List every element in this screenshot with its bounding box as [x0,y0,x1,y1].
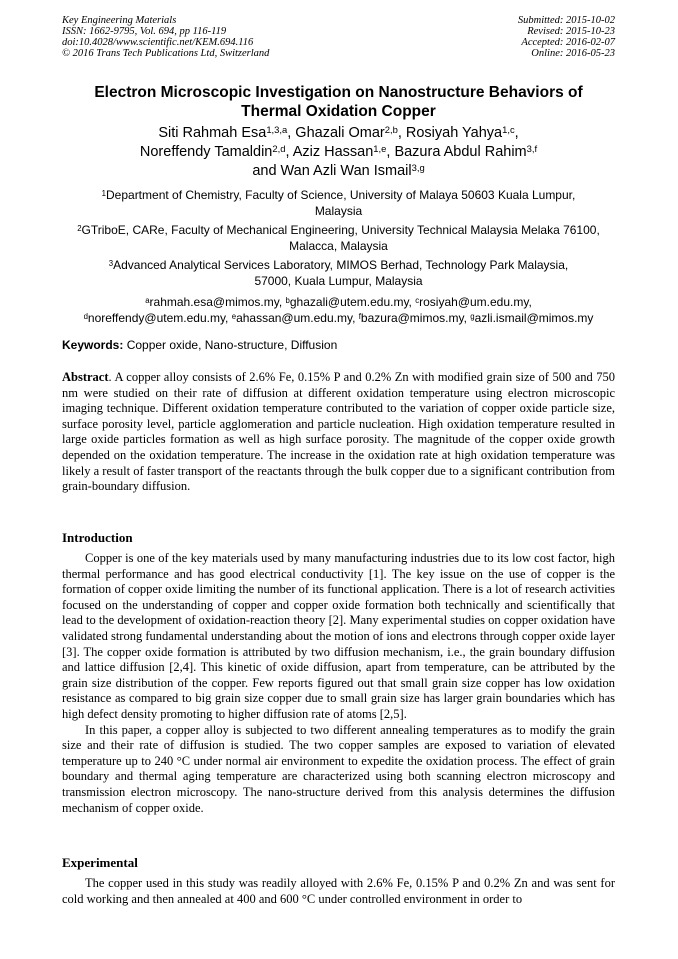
email-link[interactable]: $^b$ghazali@utem.edu.my, [285,295,416,309]
author: Rosiyah Yahya$^{1,c}$, [405,123,519,141]
author-list [62,124,615,181]
journal-issn: ISSN: 1662-9795, Vol. 694, pp 116-119 [62,26,227,37]
author: Ghazali Omar$^{2,b}$, [295,123,406,141]
email-link[interactable]: $^d$noreffendy@utem.edu.my, [83,311,232,325]
email-link[interactable]: $^a$rahmah.esa@mimos.my, [145,295,286,309]
email-link[interactable]: $^c$rosiyah@um.edu.my, [415,295,532,309]
paragraph: Copper is one of the key materials used by many manufacturing industries due to its low cost factor, high thermal performance and has good electrical conductivity [1]. The key issue on the use of copper is the formation of copper oxide limiting the number of its functional application. There is a lot of research activities focused on the understanding of copper and copper oxide formation both technically and scientifically that lead to the development of oxidation-reaction theory [2]. Many experimental studies on copper oxidation have validated strong fundamental understanding about the motion of ions and electrons through copper oxide layer [3]. The copper oxide formation is attributed by two diffusion mechanism, i.e., the grain boundary diffusion and lattice diffusion [2,4]. This kinetic of oxide diffusion, apart from temperature, can be attributed by the grain size distribution of the copper. Few reports figured out that small grain size copper has low oxidation resistance as compared to big grain size copper due to small grain size has larger grain boundaries which has high defect density promoting to higher diffusion rate of atoms [2,5]. [62,551,615,721]
date-online: Online: 2016-05-23 [531,48,615,59]
date-revised: Revised: 2015-10-23 [527,26,615,37]
email-link[interactable]: $^f$bazura@mimos.my, [358,311,471,325]
section-heading-experimental: Experimental [62,855,138,870]
abstract [62,370,615,495]
keywords [62,337,615,353]
section-heading-introduction: Introduction [62,530,133,545]
author-emails [62,294,615,326]
paragraph: In this paper, a copper alloy is subjected to two different annealing temperatures as to modify the grain size and their rate of diffusion is studied. The two copper samples are exposed to variation of elevated temperature up to 240 °C under normal air environment to expedite the oxidation process. The effect of grain boundary and thermal aging temperature are characterized using both scanning electron microscopy and transmission electron microscopy. The nano-structure derived from this analysis determines the diffusion mechanism of copper oxide. [62,722,615,815]
date-accepted: Accepted: 2016-02-07 [521,37,615,48]
keywords-label: Keywords: [62,338,124,352]
email-link[interactable]: $^e$ahassan@um.edu.my, [231,311,359,325]
author: Bazura Abdul Rahim$^{3,f}$ [394,142,538,160]
title-line-2: Thermal Oxidation Copper [241,103,436,120]
affiliation-2: $^2$GTriboE, CARe, Faculty of Mechanical Engineering, University Technical Malaysia Melaka 76100, Malacca, Malaysia [77,223,600,253]
journal-doi[interactable]: doi:10.4028/www.scientific.net/KEM.694.116 [62,37,254,48]
affiliation-3: $^3$Advanced Analytical Services Laboratory, MIMOS Berhad, Technology Park Malaysia, 57000, Kuala Lumpur, Malaysia [108,258,569,288]
journal-info [62,15,269,59]
author: Noreffendy Tamaldin$^{2,d}$, [139,142,293,160]
journal-copyright: © 2016 Trans Tech Publications Ltd, Switzerland [62,48,270,59]
author: Siti Rahmah Esa$^{1,3,a}$, [158,123,296,141]
author: Aziz Hassan$^{1,e}$, [292,142,395,160]
abstract-label: Abstract [62,370,109,384]
paragraph: The copper used in this study was readily alloyed with 2.6% Fe, 0.15% P and 0.2% Zn and was sent for cold working and then annealed at 400 and 600 °C under controlled environment in order to [62,876,615,906]
experimental-body [62,876,615,907]
paper-title [62,83,615,121]
date-submitted: Submitted: 2015-10-02 [517,15,615,26]
title-line-1: Electron Microscopic Investigation on Nanostructure Behaviors of [94,84,583,101]
publication-dates [518,15,615,59]
keywords-text: Copper oxide, Nano-structure, Diffusion [123,338,338,352]
email-link[interactable]: $^g$azli.ismail@mimos.my [470,311,594,325]
journal-name: Key Engineering Materials [62,15,177,26]
author: and Wan Azli Wan Ismail$^{3,g}$ [252,161,425,179]
affiliation-1: $^1$Department of Chemistry, Faculty of Science, University of Malaya 50603 Kuala Lumpur, Malaysia [101,188,576,218]
introduction-body [62,551,615,816]
abstract-text: . A copper alloy consists of 2.6% Fe, 0.15% P and 0.2% Zn with modified grain size of 500 and 750 nm were studied on their rate of diffusion at different oxidation temperature using electron microscopic imaging technique. Different oxidation temperature contributed to the variation of copper oxide particle size, surface porosity level, particle agglomeration and particle nucleation. High oxidation temperature resulted in large oxide particles formation as well as high surface porosity. The magnitude of the copper oxide growth depended on the oxidation temperature. The increase in the oxidation rate at high oxidation temperature was likely a result of faster transport of the reactants through the bulk copper due to a significant contribution from grain-boundary diffusion. [62,370,615,494]
